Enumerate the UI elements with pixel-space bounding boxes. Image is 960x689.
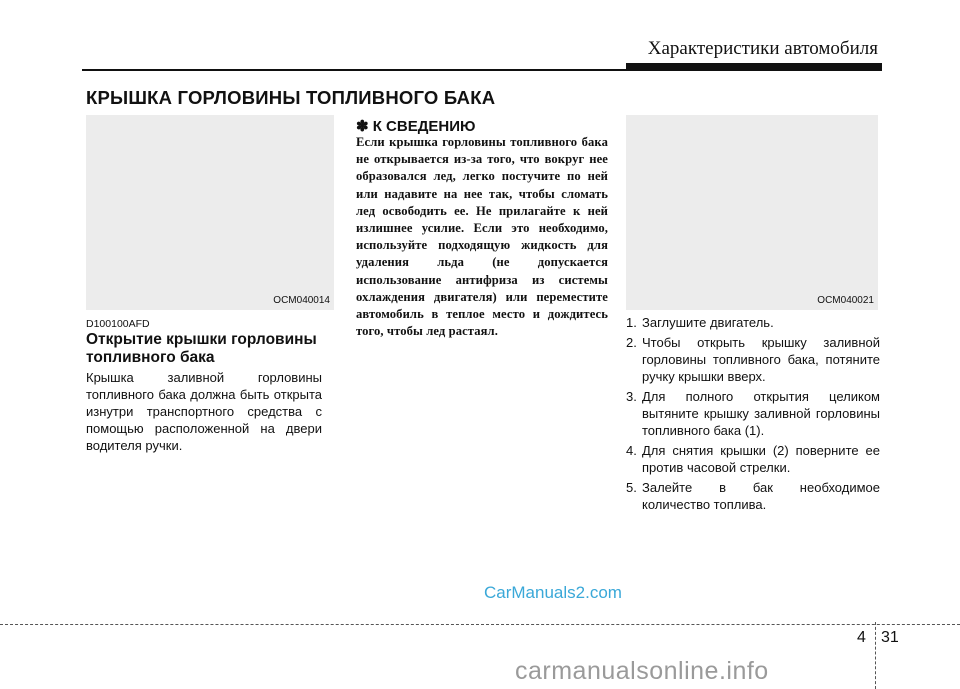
list-item: [626, 334, 880, 385]
section-code: D100100AFD: [86, 318, 150, 330]
step-number: 3.: [626, 389, 637, 404]
step-number: 1.: [626, 315, 637, 330]
watermark-link[interactable]: CarManuals2.com: [484, 583, 622, 602]
step-text: Залейте в бак необходимое количество топлива.: [642, 480, 880, 512]
step-number: 4.: [626, 443, 637, 458]
step-text: Для полного открытия целиком вытяните крышку заливной горловины топливного бака (1).: [642, 389, 880, 438]
info-note-text: Если крышка горловины топливного бака не открывается из-за того, что вокруг нее образовался лед, легко постучите по ней или надавите на нее так, чтобы сломать лед освободить ее. Не прилагайте к ней излишнее усилие. Если это необходимо, используйте подходящую жидкость для удаления льда (не допускается использование антифриза из системы охлаждения двигателя) или переместите автомобиль в теплое место и дождитесь того, чтобы лед растаял.: [356, 135, 608, 339]
step-number: 5.: [626, 480, 637, 495]
footer-site-watermark[interactable]: carmanualsonline.info: [515, 657, 769, 685]
step-text: Для снятия крышки (2) поверните ее против часовой стрелки.: [642, 443, 880, 475]
figure-label: OCM040021: [817, 295, 874, 306]
step-number: 2.: [626, 335, 637, 350]
fuel-door-release-figure: [86, 115, 334, 310]
page-number-divider: [875, 622, 876, 689]
page-number: 31: [881, 629, 899, 646]
step-text: Заглушите двигатель.: [642, 315, 774, 330]
instruction-steps: [626, 314, 880, 516]
footer-rule: [0, 624, 960, 625]
list-item: [626, 479, 880, 513]
header-rule-accent: [626, 63, 882, 71]
chapter-number: 4: [857, 629, 866, 646]
list-item: [626, 442, 880, 476]
section-title: КРЫШКА ГОРЛОВИНЫ ТОПЛИВНОГО БАКА: [86, 87, 496, 108]
list-item: [626, 314, 880, 331]
subheading: Открытие крышки горловины топливного бака: [86, 331, 317, 366]
body-paragraph: Крышка заливной горловины топливного бака должна быть открыта изнутри транспортного средства с помощью расположенной на двери водителя ручки.: [86, 370, 322, 453]
info-note-title: ✽ К СВЕДЕНИЮ: [356, 118, 476, 135]
list-item: [626, 388, 880, 439]
figure-label: OCM040014: [273, 295, 330, 306]
page-header-title: Характеристики автомобиля: [647, 38, 878, 59]
step-text: Чтобы открыть крышку заливной горловины топливного бака, потяните ручку крышки вверх.: [642, 335, 880, 384]
fuel-cap-figure: [626, 115, 878, 310]
